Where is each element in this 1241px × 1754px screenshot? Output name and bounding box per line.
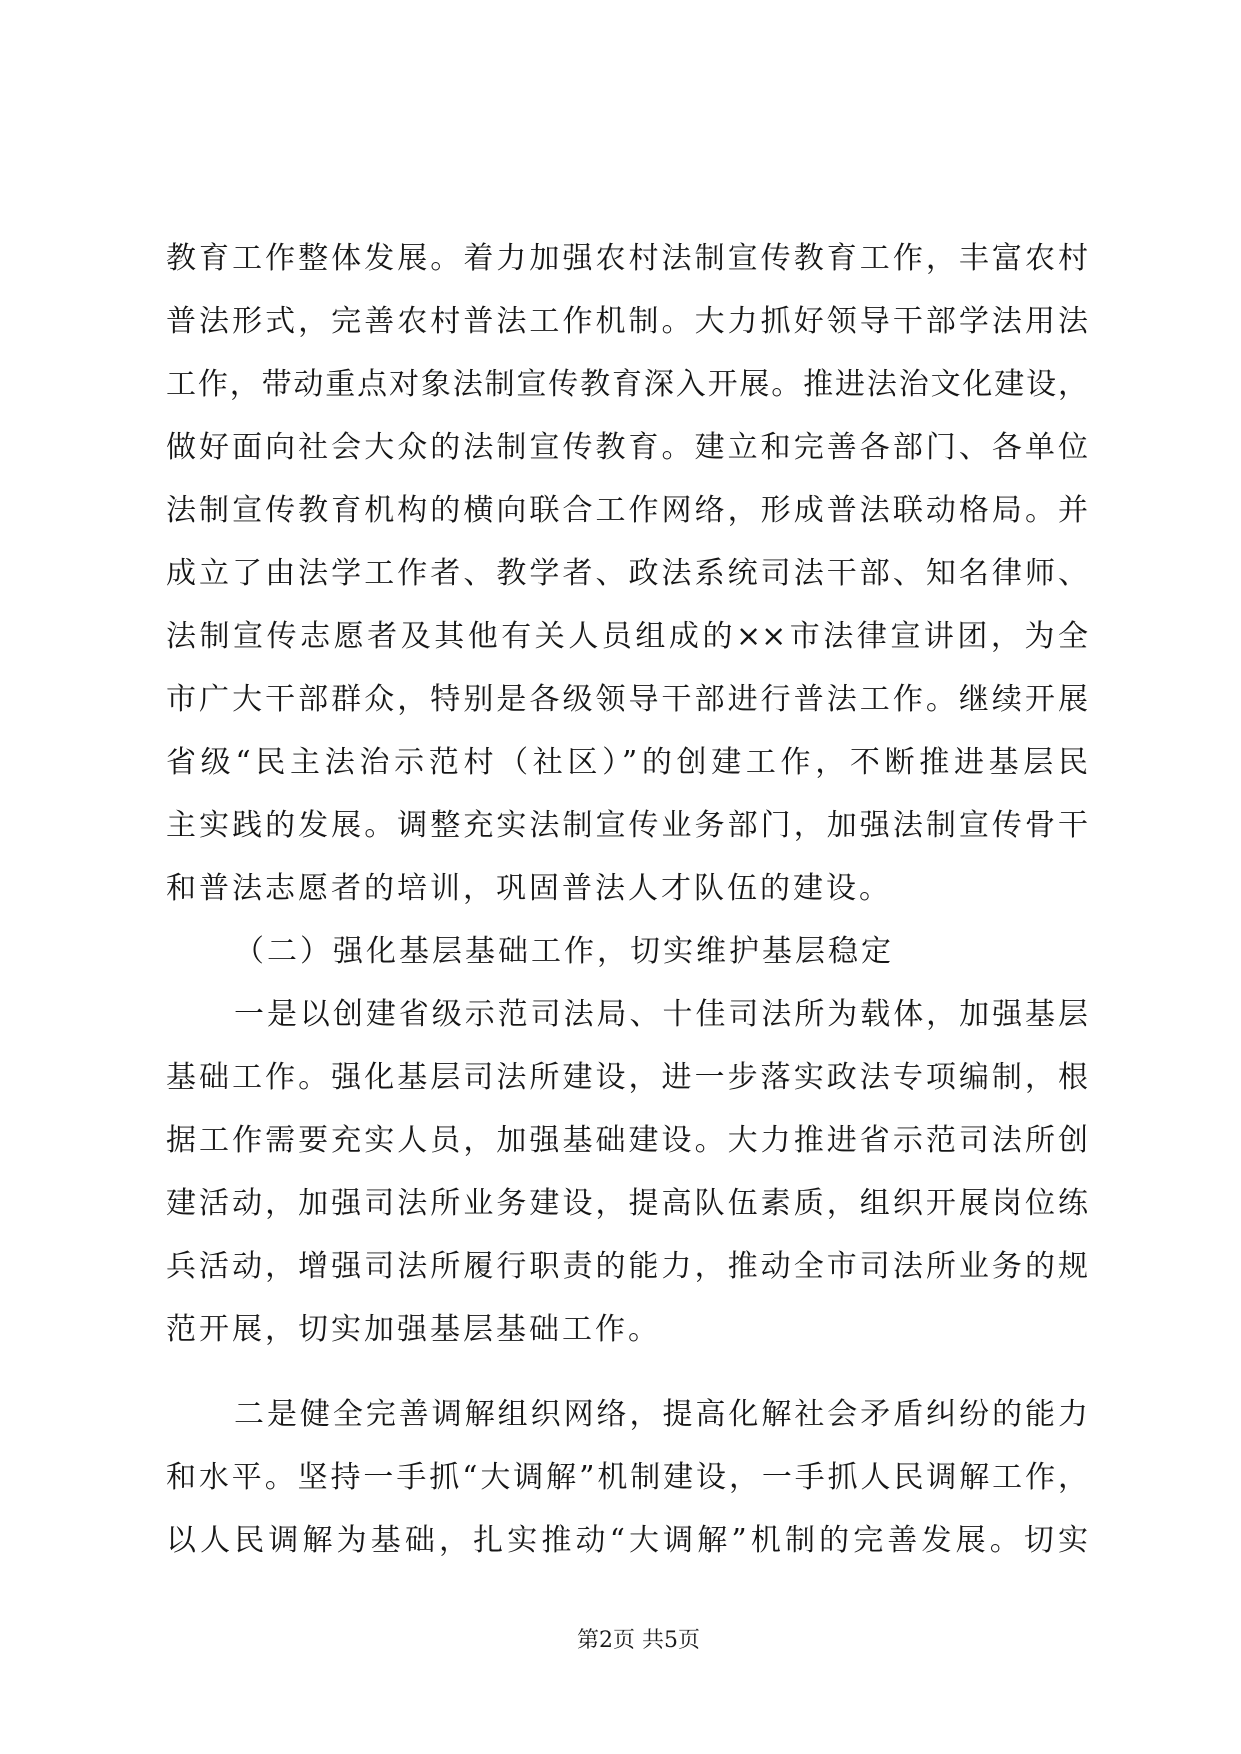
text-line: 法制宣传教育机构的横向联合工作网络，形成普法联动格局。并 bbox=[166, 493, 1088, 528]
text-line: 兵活动，增强司法所履行职责的能力，推动全市司法所业务的规 bbox=[166, 1249, 1088, 1284]
text-line: 普法形式，完善农村普法工作机制。大力抓好领导干部学法用法 bbox=[166, 304, 1088, 339]
text-line: 做好面向社会大众的法制宣传教育。建立和完善各部门、各单位 bbox=[166, 430, 1088, 465]
text-line: 教育工作整体发展。着力加强农村法制宣传教育工作，丰富农村 bbox=[166, 241, 1088, 276]
text-line: 省级“民主法治示范村（社区）”的创建工作，不断推进基层民 bbox=[166, 745, 1088, 780]
text-line: 和水平。坚持一手抓“大调解”机制建设，一手抓人民调解工作， bbox=[166, 1460, 1088, 1495]
text-line: 和普法志愿者的培训，巩固普法人才队伍的建设。 bbox=[166, 871, 892, 906]
continued-paragraph bbox=[166, 227, 1088, 920]
paragraph bbox=[166, 1383, 1088, 1572]
text-line: 成立了由法学工作者、教学者、政法系统司法干部、知名律师、 bbox=[166, 556, 1088, 591]
text-line: 工作，带动重点对象法制宣传教育深入开展。推进法治文化建设， bbox=[166, 367, 1088, 402]
text-line: 市广大干部群众，特别是各级领导干部进行普法工作。继续开展 bbox=[166, 682, 1088, 717]
text-line: 一是以创建省级示范司法局、十佳司法所为载体，加强基层 bbox=[234, 997, 1088, 1032]
text-line: 二是健全完善调解组织网络，提高化解社会矛盾纠纷的能力 bbox=[234, 1397, 1088, 1432]
text-line: 法制宣传志愿者及其他有关人员组成的××市法律宣讲团，为全 bbox=[166, 619, 1088, 654]
text-line: 建活动，加强司法所业务建设，提高队伍素质，组织开展岗位练 bbox=[166, 1186, 1088, 1221]
text-line: 主实践的发展。调整充实法制宣传业务部门，加强法制宣传骨干 bbox=[166, 808, 1088, 843]
document-body bbox=[166, 227, 1088, 1572]
text-line: 以人民调解为基础，扎实推动“大调解”机制的完善发展。切实 bbox=[166, 1523, 1088, 1558]
text-line: 基础工作。强化基层司法所建设，进一步落实政法专项编制，根 bbox=[166, 1060, 1088, 1095]
paragraph bbox=[166, 983, 1088, 1361]
text-line: 范开展，切实加强基层基础工作。 bbox=[166, 1312, 661, 1347]
page-number-footer: 第2页 共5页 bbox=[577, 1628, 700, 1653]
text-line: 据工作需要充实人员，加强基础建设。大力推进省示范司法所创 bbox=[166, 1123, 1088, 1158]
section-heading: （二）强化基层基础工作，切实维护基层稳定 bbox=[234, 934, 894, 969]
